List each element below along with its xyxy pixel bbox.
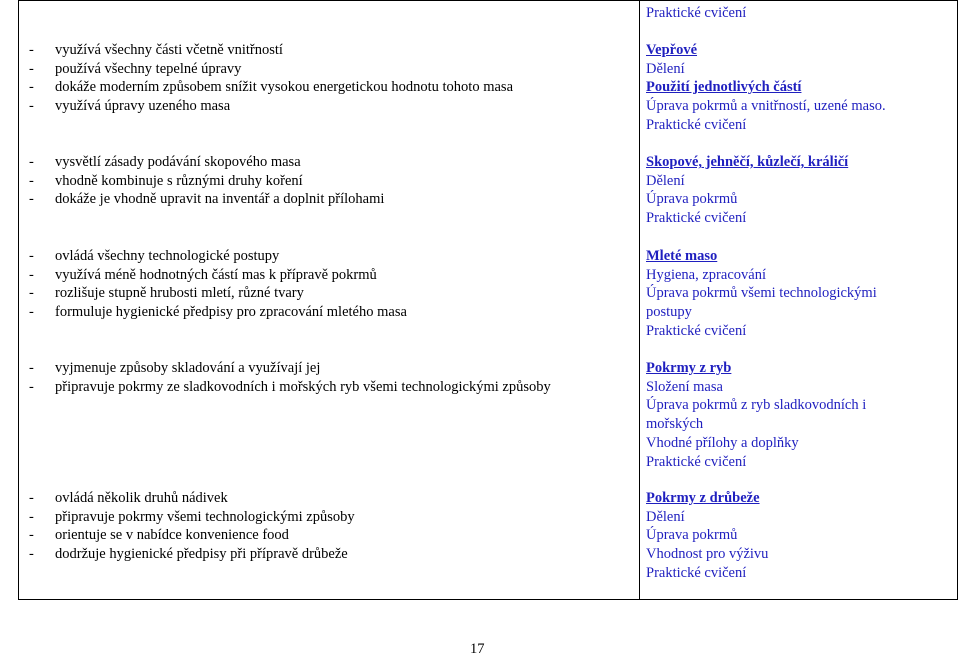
topic-heading: Pokrmy z ryb <box>646 360 732 376</box>
topic-group-fish <box>646 359 946 471</box>
outcome-group-mutton <box>29 153 629 209</box>
outcome-item: - vhodně kombinuje s různými druhy koření <box>29 172 303 189</box>
topic-line: Praktické cvičení <box>646 116 747 133</box>
outcome-item: - využívá úpravy uzeného masa <box>29 98 231 115</box>
column-divider <box>639 1 640 599</box>
outcome-item: - dokáže je vhodně upravit na inventář a doplnit přílohami <box>29 191 385 208</box>
outcome-item: - vyjmenuje způsoby skladování a využívají jej <box>29 360 321 376</box>
outcome-item: - ovládá několik druhů nádivek <box>29 490 228 506</box>
outcome-item: - připravuje pokrmy ze sladkovodních i mořských ryb všemi technologickými způsoby <box>29 378 551 395</box>
outcome-item: - používá všechny tepelné úpravy <box>29 60 242 77</box>
outcome-group-minced-meat <box>29 247 629 322</box>
topic-line: Úprava pokrmů z ryb sladkovodních i <box>646 397 867 414</box>
outcome-item: - dokáže moderním způsobem snížit vysokou energetickou hodnotu tohoto masa <box>29 79 514 96</box>
topic-line: Hygiena, zpracování <box>646 266 766 283</box>
outcome-item: - formuluje hygienické předpisy pro zpracování mletého masa <box>29 304 407 321</box>
outcome-item: - rozlišuje stupně hrubosti mletí, různé tvary <box>29 285 304 302</box>
topic-subheading: Použití jednotlivých částí <box>646 79 802 96</box>
page-number: 17 <box>470 641 485 657</box>
outcome-item: - ovládá všechny technologické postupy <box>29 248 280 264</box>
curriculum-table <box>18 0 958 600</box>
topic-line: Úprava pokrmů a vnitřností, uzené maso. <box>646 98 886 115</box>
topic-line: postupy <box>646 304 692 321</box>
outcome-group-fish <box>29 359 629 396</box>
outcome-item: - orientuje se v nabídce konvenience food <box>29 527 289 544</box>
outcome-item: - vysvětlí zásady podávání skopového masa <box>29 154 301 170</box>
outcome-item: - dodržuje hygienické předpisy při přípravě drůbeže <box>29 546 348 563</box>
topic-group-poultry <box>646 489 946 583</box>
topic-line: Praktické cvičení <box>646 210 747 227</box>
topic-heading: Skopové, jehněčí, kůzlečí, králičí <box>646 154 849 170</box>
topic-line: Složení masa <box>646 378 723 395</box>
topic-line: Praktické cvičení <box>646 564 747 581</box>
topic-line: Praktické cvičení <box>646 5 747 21</box>
topic-line: Vhodné přílohy a doplňky <box>646 434 799 451</box>
topic-group-mutton <box>646 153 946 228</box>
topic-line: Dělení <box>646 172 685 189</box>
topic-heading: Vepřové <box>646 42 698 58</box>
topic-line: Úprava pokrmů všemi technologickými <box>646 285 877 302</box>
topic-line: Úprava pokrmů <box>646 191 738 208</box>
topic-line: Vhodnost pro výživu <box>646 546 769 563</box>
topic-line: Praktické cvičení <box>646 453 747 470</box>
topic-group-minced-meat <box>646 247 946 341</box>
topic-line: Dělení <box>646 60 685 77</box>
topic-heading: Pokrmy z drůbeže <box>646 490 760 506</box>
topic-line: Praktické cvičení <box>646 322 747 339</box>
outcome-item: - využívá všechny části včetně vnitřností <box>29 42 283 58</box>
outcome-group-pork <box>29 41 629 116</box>
topic-line: mořských <box>646 416 704 433</box>
outcome-item: - využívá méně hodnotných částí mas k přípravě pokrmů <box>29 266 377 283</box>
outcome-item: - připravuje pokrmy všemi technologickými způsoby <box>29 508 355 525</box>
topic-line: Dělení <box>646 508 685 525</box>
topic-heading: Mleté maso <box>646 248 718 264</box>
topic-group-pork <box>646 41 946 135</box>
topic-top-practice <box>646 4 946 23</box>
outcome-group-poultry <box>29 489 629 564</box>
topic-line: Úprava pokrmů <box>646 527 738 544</box>
